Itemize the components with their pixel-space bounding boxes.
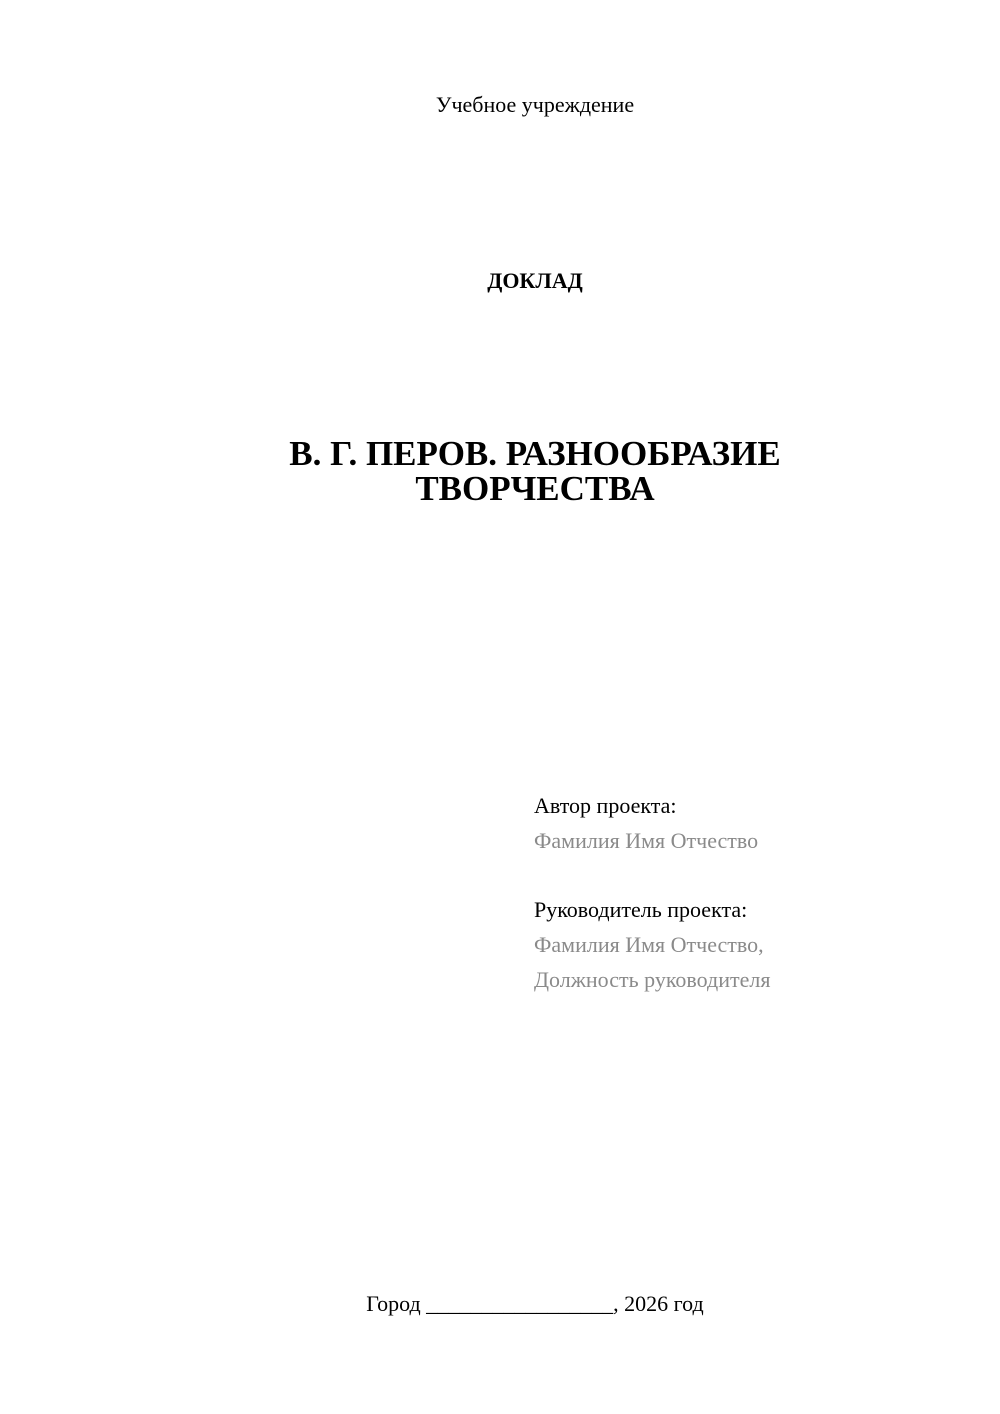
supervisor-name: Фамилия Имя Отчество, [534,932,764,957]
supervisor-position: Должность руководителя [534,967,771,992]
city-year-line: Город _________________, 2026 год [366,1291,704,1316]
supervisor-label: Руководитель проекта: [534,897,748,922]
info-spacer [534,858,974,892]
document-title-line-1: В. Г. ПЕРОВ. РАЗНООБРАЗИЕ [289,434,781,473]
document-title-line-2: ТВОРЧЕСТВА [415,469,655,508]
author-name: Фамилия Имя Отчество [534,828,759,853]
author-label: Автор проекта: [534,793,677,818]
project-info-block [534,788,974,997]
document-type: ДОКЛАД [487,268,583,293]
institution-name: Учебное учреждение [435,92,635,117]
document-title [230,436,840,506]
